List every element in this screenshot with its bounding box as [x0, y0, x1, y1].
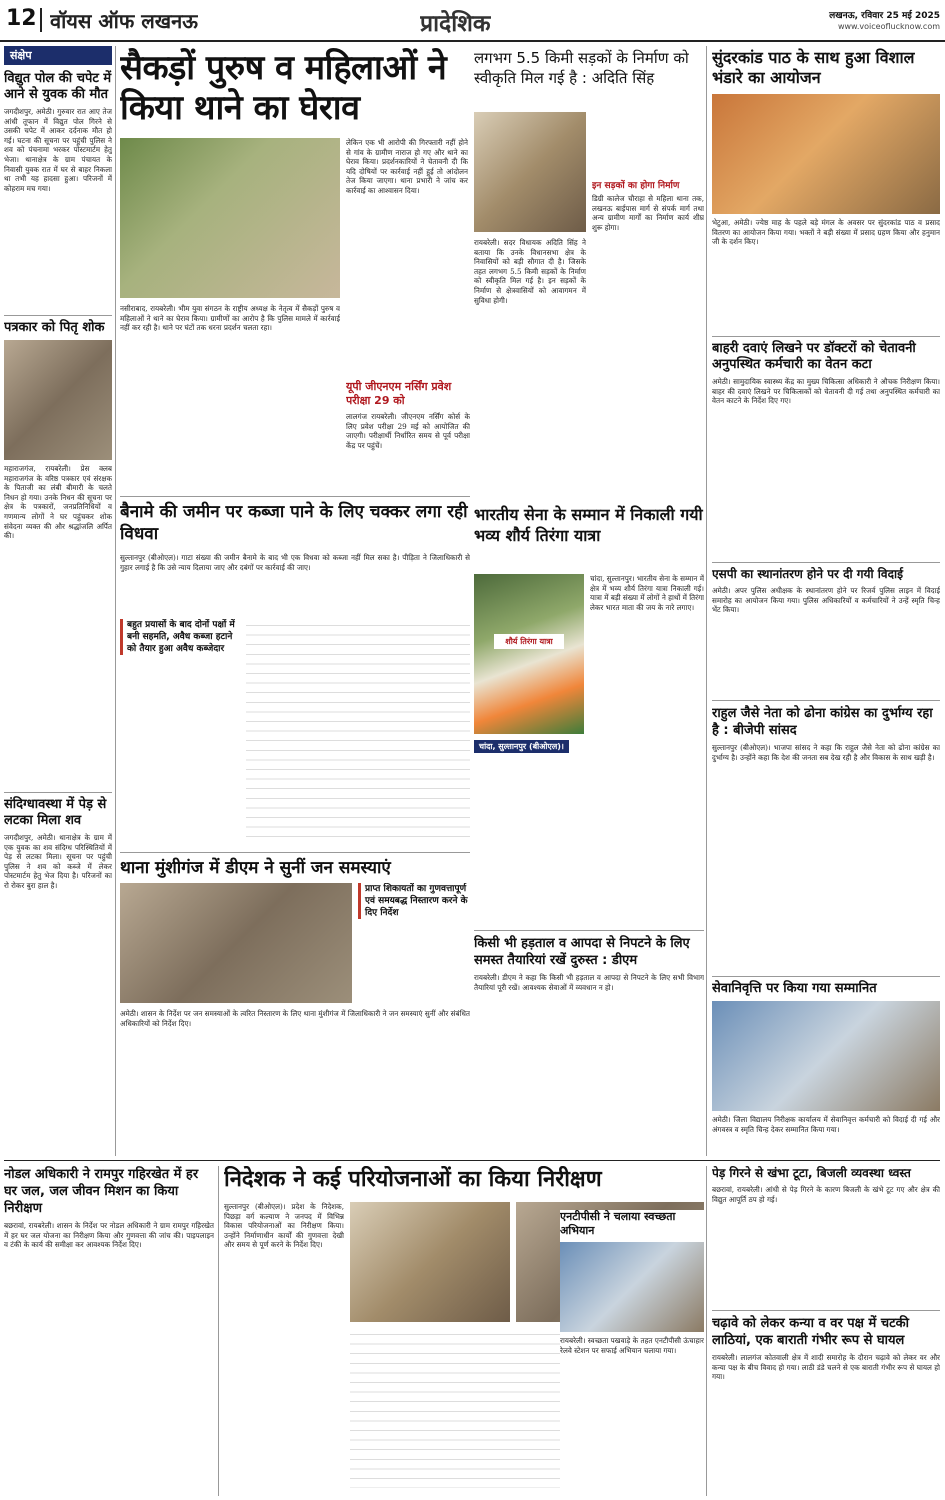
doctors-body: अमेठी। सामुदायिक स्वास्थ्य केंद्र का मुख्य चिकित्सा अधिकारी ने औचक निरीक्षण किया। बाहर की दवाएं लिखने पर चिकित्सकों को चेतावनी दी गई तथा अनुपस्थित कर्मचारी का वेतन काटने के निर्देश दिए गए। [712, 377, 940, 406]
wedding-story [712, 1310, 940, 1496]
disaster-title: किसी भी हड़ताल व आपदा से निपटने के लिए समस्त तैयारियां रखें दुरुस्त : डीएम [474, 936, 690, 968]
sunderkand-body: भेटुआ, अमेठी। ज्येष्ठ माह के पहले बड़े मंगल के अवसर पर सुंदरकांड पाठ व प्रसाद वितरण का आयोजन किया गया। भक्तों ने बड़ी संख्या में प्रसाद ग्रहण किया और हनुमान जी के दर्शन किए। [712, 218, 940, 247]
sunderkand-photo [712, 94, 940, 214]
main-story-title: सैकड़ों पुरुष व महिलाओं ने किया थाने का घेराव [120, 48, 447, 128]
brief-2-photo [4, 340, 112, 460]
army-body: चांदा, सुल्तानपुर। भारतीय सेना के सम्मान में क्षेत्र में भव्य शौर्य तिरंगा यात्रा निकाली गई। यात्रा में बड़ी संख्या में लोगों ने हाथों में तिरंगा लेकर भारत माता की जय के नारे लगाए। [590, 574, 704, 612]
aditi-body: रायबरेली। सदर विधायक अदिति सिंह ने बताया कि उनके विधानसभा क्षेत्र के निवासियों को बड़ी सौगात दी है। जिसके तहत लगभग 5.5 किमी सड़कों के निर्माण को स्वीकृति मिल गई है। इन सड़कों के निर्माण से क्षेत्रवासियों को आवागमन में सुविधा होगी। [474, 238, 586, 305]
neet-story [346, 380, 470, 490]
army-caption: चांदा, सुल्तानपुर (बीओएल)। [474, 740, 569, 753]
sunderkand-title: सुंदरकांड पाठ के साथ हुआ विशाल भंडारे का आयोजन [712, 48, 915, 87]
director-body: सुल्तानपुर (बीओएल)। प्रदेश के निदेशक, पिछड़ा वर्ग कल्याण ने जनपद में विभिन्न विकास परियोजनाओं का निरीक्षण किया। उन्होंने निर्माणाधीन कार्यों की गुणवत्ता देखी और समय से पूर्ण करने के निर्देश दिए। [224, 1202, 344, 1250]
rahul-body: सुल्तानपुर (बीओएल)। भाजपा सांसद ने कहा कि राहुल जैसे नेता को ढोना कांग्रेस का दुर्भाग्य है। उन्होंने कहा कि देश की जनता सब देख रही है और विकास के साथ खड़ी है। [712, 743, 940, 762]
aditi-story [474, 48, 704, 498]
nodal-story [4, 1166, 214, 1496]
wedding-title: चढ़ावे को लेकर कन्या व वर पक्ष में चटकी लाठियां, एक बाराती गंभीर रूप से घायल [712, 1316, 909, 1348]
widow-story [120, 496, 470, 846]
main-story-body-left: नसीराबाद, रायबरेली। भीम युवा संगठन के राष्ट्रीय अध्यक्ष के नेतृत्व में सैकड़ों पुरुष व महिलाओं ने थाने का घेराव किया। ग्रामीणों का आरोप है कि पुलिस मामले में कार्रवाई नहीं कर रही है। थाने पर घंटों तक धरना प्रदर्शन चलता रहा। [120, 304, 340, 333]
aditi-sub: इन सड़कों का होगा निर्माण [592, 181, 680, 191]
sankshep-column [4, 46, 112, 1156]
col-rule-2 [706, 46, 707, 1156]
tree-title: पेड़ गिरने से खंभा टूटा, बिजली व्यवस्था ध्वस्त [712, 1166, 911, 1180]
nodal-body: बछरावां, रायबरेली। शासन के निर्देश पर नोडल अधिकारी ने ग्राम रामपुर गहिरखेत में हर घर जल योजना का निरीक्षण किया और गुणवत्ता की जांच की। पाइपलाइन व टंकी के कार्य की समीक्षा कर आवश्यक निर्देश दिए। [4, 1221, 214, 1250]
nodal-title: नोडल अधिकारी ने रामपुर गहिरखेत में हर घर जल, जल जीवन मिशन का किया निरीक्षण [4, 1167, 199, 1216]
sp-story [712, 562, 940, 692]
doctors-story [712, 336, 940, 556]
rahul-story [712, 700, 940, 970]
col-rule-1 [115, 46, 116, 1156]
retire-story [712, 976, 940, 1156]
widow-body: सुल्तानपुर (बीओएल)। गाटा संख्या की जमीन बैनामे के बाद भी एक विधवा को कब्जा नहीं मिल सका है। पीड़िता ने जिलाधिकारी से गुहार लगाई है कि उसे न्याय दिलाया जाए और दबंगों पर कार्रवाई की जाए। [120, 553, 470, 572]
widow-body-cont [246, 619, 470, 839]
ntpc-story [560, 1210, 704, 1490]
widow-pull-quote: बहुत प्रयासों के बाद दोनों पक्षों में बनी सहमति, अवैध कब्जा हटाने को तैयार हुआ अवैध कब्जेदार [120, 619, 240, 655]
dm-body: अमेठी। शासन के निर्देश पर जन समस्याओं के त्वरित निस्तारण के लिए थाना मुंशीगंज में जिलाधिकारी ने जन समस्याएं सुनीं और संबंधित अधिकारियों को निर्देश दिए। [120, 1009, 470, 1028]
sunderkand-story [712, 48, 940, 328]
brief-2-title: पत्रकार को पितृ शोक [4, 315, 112, 336]
date-line: लखनऊ, रविवार 25 मई 2025 [829, 11, 940, 21]
brief-1-body: जगदीशपुर, अमेठी। गुरुवार रात आए तेज आंधी तूफान में विद्युत पोल गिरने से उसकी चपेट में आकर दर्दनाक मौत हो गई। घटना की सूचना पर पहुंची पुलिस ने शव को पंचनामा भरकर पोस्टमार्टम हेतु भेजा। थानाक्षेत्र के ग्राम पंचायत के निवासी युवक रात में घर से बाहर निकला था तभी यह हादसा हुआ। परिजनों में कोहराम मच गया। [4, 107, 112, 193]
tree-story [712, 1166, 940, 1306]
dm-photo [120, 883, 352, 1003]
rahul-title: राहुल जैसे नेता को ढोना कांग्रेस का दुर्भाग्य रहा है : बीजेपी सांसद [712, 706, 933, 738]
section-name: प्रादेशिक [420, 11, 491, 37]
director-photo-1 [350, 1202, 510, 1322]
page-number: 12 [6, 6, 37, 31]
army-story [474, 504, 704, 924]
neet-body: लालगंज रायबरेली। जीएनएम नर्सिंग कोर्स के लिए प्रवेश परीक्षा 29 मई को आयोजित की जाएगी। परीक्षार्थी निर्धारित समय से पूर्व परीक्षा केंद्र पर पहुंचें। [346, 412, 470, 450]
dm-title: थाना मुंशीगंज में डीएम ने सुनीं जन समस्याएं [120, 858, 391, 878]
army-banner: शौर्य तिरंगा यात्रा [494, 634, 564, 649]
wedding-body: रायबरेली। लालगंज कोतवाली क्षेत्र में शादी समारोह के दौरान चढ़ावे को लेकर वर और कन्या पक्ष के बीच विवाद हो गया। लाठी डंडे चलने से एक बाराती गंभीर रूप से घायल हो गया। [712, 1353, 940, 1382]
col-rule-bottom-1 [218, 1166, 219, 1496]
director-title: निदेशक ने कई परियोजनाओं का किया निरीक्षण [224, 1167, 602, 1192]
ntpc-photo [560, 1242, 704, 1332]
brief-1-title: विद्युत पोल की चपेट में आने से युवक की मौत [4, 71, 112, 102]
website: www.voiceoflucknow.com [837, 22, 940, 31]
aditi-photo [474, 112, 586, 232]
sp-body: अमेठी। अपर पुलिस अधीक्षक के स्थानांतरण होने पर रिजर्व पुलिस लाइन में विदाई समारोह का आयोजन किया गया। पुलिस अधिकारियों व कर्मचारियों ने उन्हें स्मृति चिन्ह भेंट किया। [712, 586, 940, 615]
widow-title: बैनामे की जमीन पर कब्जा पाने के लिए चक्कर लगा रही विधवा [120, 502, 468, 544]
brief-3-body: जगदीशपुर, अमेठी। थानाक्षेत्र के ग्राम में एक युवक का शव संदिग्ध परिस्थितियों में पेड़ से लटका मिला। सूचना पर पहुंची पुलिस ने शव को कब्जे में लेकर पोस्टमार्टम हेतु भेज दिया है। परिजनों का रो रोकर बुरा हाल है। [4, 833, 112, 890]
retire-body: अमेठी। जिला विद्यालय निरीक्षक कार्यालय में सेवानिवृत्त कर्मचारी को विदाई दी गई और अंगवस्त्र व स्मृति चिन्ह देकर सम्मानित किया गया। [712, 1115, 940, 1134]
masthead [0, 0, 945, 42]
aditi-body-2: डिग्री कालेज चौराहा से महिला थाना तक, लखनऊ बाईपास मार्ग से संपर्क मार्ग तथा अन्य ग्रामीण मार्गों का निर्माण कार्य शीघ्र शुरू होगा। [592, 194, 704, 232]
tree-body: बछरावां, रायबरेली। आंधी से पेड़ गिरने के कारण बिजली के खंभे टूट गए और क्षेत्र की विद्युत आपूर्ति ठप हो गई। [712, 1185, 940, 1204]
bottom-rule [4, 1160, 940, 1161]
army-title: भारतीय सेना के सम्मान में निकाली गयी भव्य शौर्य तिरंगा यात्रा [474, 505, 703, 545]
ntpc-title: एनटीपीसी ने चलाया स्वच्छता अभियान [560, 1210, 676, 1237]
aditi-title: लगभग 5.5 किमी सड़कों के निर्माण को स्वीकृति मिल गई है : अदिति सिंह [474, 49, 689, 87]
retire-title: सेवानिवृत्ति पर किया गया सम्मानित [712, 981, 877, 996]
paper-name: वॉयस ऑफ लखनऊ [50, 9, 198, 33]
main-story-body-right: लेकिन एक भी आरोपी की गिरफ्तारी नहीं होने से गांव के ग्रामीण नाराज हो गए और थाने का घेराव किया। प्रदर्शनकारियों ने चेतावनी दी कि यदि दोषियों पर कार्रवाई नहीं हुई तो आंदोलन तेज किया जाएगा। थाना प्रभारी ने जांच कर कार्रवाई का आश्वासन दिया। [346, 138, 468, 195]
masthead-divider [40, 8, 42, 32]
disaster-body: रायबरेली। डीएम ने कहा कि किसी भी हड़ताल व आपदा से निपटने के लिए सभी विभाग तैयारियां पूरी रखें। आवश्यक सेवाओं में व्यवधान न हो। [474, 973, 704, 992]
disaster-story [474, 930, 704, 1156]
retire-photo [712, 1001, 940, 1111]
brief-2-body: महाराजगंज, रायबरेली। प्रेस क्लब महाराजगंज के वरिष्ठ पत्रकार एवं संरक्षक के पिताजी का लंबी बीमारी के चलते निधन हो गया। उनके निधन की सूचना पर क्षेत्र के पत्रकारों, जनप्रतिनिधियों व गणमान्य लोगों ने घर पहुंचकर शोक संवेदना व्यक्त की और श्रद्धांजलि अर्पित की। [4, 464, 112, 541]
col-rule-bottom-2 [706, 1166, 707, 1496]
brief-3-title: संदिग्धावस्था में पेड़ से लटका मिला शव [4, 792, 112, 829]
sp-title: एसपी का स्थानांतरण होने पर दी गयी विदाई [712, 567, 903, 581]
neet-title: यूपी जीएनएम नर्सिंग प्रवेश परीक्षा 29 को [346, 380, 452, 407]
army-photo [474, 574, 584, 734]
doctors-title: बाहरी दवाएं लिखने पर डॉक्टरों को चेतावनी अनुपस्थित कर्मचारी का वेतन कटा [712, 341, 916, 372]
dm-pull-quote: प्राप्त शिकायतों का गुणवत्तापूर्ण एवं समयबद्ध निस्तारण करने के दिए निर्देश [358, 883, 470, 919]
sankshep-label: संक्षेप [4, 46, 112, 65]
ntpc-body: रायबरेली। स्वच्छता पखवाड़े के तहत एनटीपीसी ऊंचाहार रेलवे स्टेशन पर सफाई अभियान चलाया गया। [560, 1336, 704, 1355]
main-story-photo [120, 138, 340, 298]
dm-story [120, 852, 470, 1152]
